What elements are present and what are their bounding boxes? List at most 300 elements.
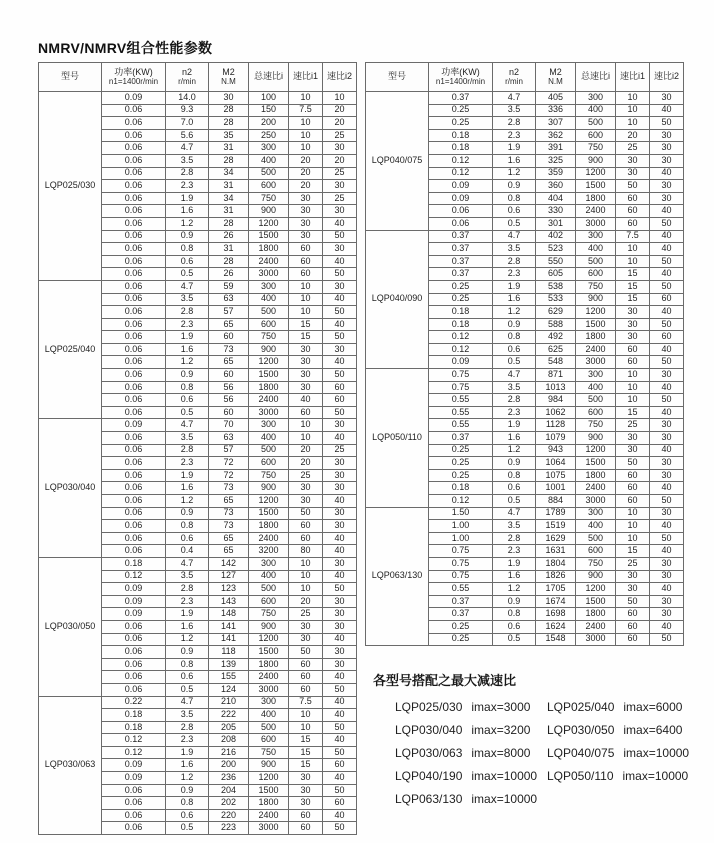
value-cell: 10 [616, 369, 650, 382]
value-cell: 1500 [249, 230, 289, 243]
value-cell: 30 [616, 444, 650, 457]
column-header: 速比i2 [323, 63, 357, 92]
value-cell: 0.06 [102, 545, 166, 558]
imax-item [547, 769, 689, 783]
value-cell: 30 [650, 469, 684, 482]
value-cell: 1.6 [493, 432, 536, 445]
value-cell: 0.75 [429, 545, 493, 558]
value-cell: 300 [576, 507, 616, 520]
imax-item [395, 769, 547, 783]
value-cell: 1519 [536, 520, 576, 533]
value-cell: 10 [289, 709, 323, 722]
value-cell: 4.7 [166, 557, 209, 570]
value-cell: 2400 [249, 394, 289, 407]
table-row [366, 507, 684, 520]
value-cell: 34 [209, 167, 249, 180]
value-cell: 56 [209, 381, 249, 394]
value-cell: 0.9 [166, 369, 209, 382]
value-cell: 26 [209, 268, 249, 281]
value-cell: 600 [576, 545, 616, 558]
value-cell: 0.8 [166, 243, 209, 256]
value-cell: 500 [249, 583, 289, 596]
value-cell: 40 [650, 205, 684, 218]
value-cell: 60 [209, 406, 249, 419]
value-cell: 73 [209, 482, 249, 495]
imax-item [395, 746, 547, 760]
value-cell: 1.9 [166, 746, 209, 759]
value-cell: 0.8 [166, 658, 209, 671]
value-cell: 0.37 [429, 608, 493, 621]
value-cell: 20 [289, 457, 323, 470]
imax-item-value: imax=3200 [471, 723, 531, 738]
value-cell: 1800 [249, 243, 289, 256]
value-cell: 30 [323, 608, 357, 621]
value-cell: 40 [650, 167, 684, 180]
value-cell: 3.5 [166, 432, 209, 445]
value-cell: 362 [536, 129, 576, 142]
value-cell: 0.37 [429, 92, 493, 105]
value-cell: 4.7 [166, 142, 209, 155]
value-cell: 15 [616, 293, 650, 306]
value-cell: 220 [209, 809, 249, 822]
value-cell: 10 [616, 92, 650, 105]
value-cell: 202 [209, 797, 249, 810]
value-cell: 60 [616, 620, 650, 633]
value-cell: 3.5 [166, 154, 209, 167]
value-cell: 391 [536, 142, 576, 155]
value-cell: 0.25 [429, 104, 493, 117]
value-cell: 1800 [576, 331, 616, 344]
value-cell: 300 [576, 369, 616, 382]
value-cell: 0.5 [166, 268, 209, 281]
value-cell: 50 [323, 746, 357, 759]
value-cell: 1200 [576, 444, 616, 457]
column-header: 型号 [366, 63, 429, 92]
value-cell: 40 [650, 482, 684, 495]
value-cell: 750 [249, 331, 289, 344]
value-cell: 2.8 [166, 167, 209, 180]
value-cell: 40 [289, 394, 323, 407]
value-cell: 1.2 [166, 217, 209, 230]
value-cell: 60 [616, 633, 650, 646]
value-cell: 900 [249, 482, 289, 495]
value-cell: 0.06 [102, 809, 166, 822]
value-cell: 538 [536, 280, 576, 293]
value-cell: 0.18 [429, 142, 493, 155]
value-cell: 25 [616, 557, 650, 570]
value-cell: 1013 [536, 381, 576, 394]
value-cell: 500 [576, 255, 616, 268]
value-cell: 0.06 [102, 406, 166, 419]
value-cell: 0.06 [102, 180, 166, 193]
value-cell: 7.5 [289, 104, 323, 117]
value-cell: 50 [323, 406, 357, 419]
value-cell: 1.2 [493, 167, 536, 180]
value-cell: 30 [323, 646, 357, 659]
value-cell: 588 [536, 318, 576, 331]
value-cell: 30 [323, 280, 357, 293]
value-cell: 30 [289, 772, 323, 785]
value-cell: 0.12 [429, 343, 493, 356]
value-cell: 600 [576, 268, 616, 281]
value-cell: 73 [209, 343, 249, 356]
value-cell: 4.7 [493, 92, 536, 105]
value-cell: 0.12 [102, 746, 166, 759]
value-cell: 1.9 [166, 469, 209, 482]
value-cell: 40 [323, 495, 357, 508]
value-cell: 28 [209, 154, 249, 167]
value-cell: 40 [650, 230, 684, 243]
value-cell: 31 [209, 243, 249, 256]
value-cell: 2400 [249, 809, 289, 822]
value-cell: 60 [616, 343, 650, 356]
value-cell: 0.12 [429, 331, 493, 344]
value-cell: 0.06 [102, 507, 166, 520]
value-cell: 15 [289, 318, 323, 331]
value-cell: 40 [650, 583, 684, 596]
model-cell: LQP030/040 [39, 419, 102, 558]
value-cell: 400 [576, 243, 616, 256]
value-cell: 3.5 [166, 709, 209, 722]
column-header: 功率(KW) n1=1400r/min [102, 63, 166, 92]
value-cell: 0.06 [102, 633, 166, 646]
value-cell: 30 [323, 243, 357, 256]
value-cell: 0.12 [102, 570, 166, 583]
value-cell: 2.3 [493, 406, 536, 419]
value-cell: 1128 [536, 419, 576, 432]
value-cell: 200 [249, 117, 289, 130]
value-cell: 50 [323, 306, 357, 319]
value-cell: 15 [289, 746, 323, 759]
value-cell: 2400 [249, 532, 289, 545]
imax-item [395, 700, 547, 714]
value-cell: 2.8 [166, 721, 209, 734]
value-cell: 40 [323, 671, 357, 684]
value-cell: 300 [249, 696, 289, 709]
value-cell: 60 [289, 268, 323, 281]
value-cell: 500 [576, 394, 616, 407]
value-cell: 500 [249, 167, 289, 180]
value-cell: 0.06 [102, 243, 166, 256]
value-cell: 65 [209, 318, 249, 331]
value-cell: 1674 [536, 595, 576, 608]
column-header: 总速比i [576, 63, 616, 92]
value-cell: 1.9 [493, 557, 536, 570]
imax-item-value: imax=10000 [622, 769, 689, 784]
value-cell: 0.06 [102, 255, 166, 268]
value-cell: 750 [249, 746, 289, 759]
value-cell: 28 [209, 255, 249, 268]
column-header: 型号 [39, 63, 102, 92]
value-cell: 25 [289, 469, 323, 482]
value-cell: 2.3 [493, 268, 536, 281]
value-cell: 0.5 [166, 406, 209, 419]
value-cell: 0.37 [429, 230, 493, 243]
value-cell: 3000 [576, 217, 616, 230]
value-cell: 0.9 [166, 507, 209, 520]
value-cell: 50 [650, 117, 684, 130]
value-cell: 1500 [576, 180, 616, 193]
value-cell: 0.09 [102, 583, 166, 596]
value-cell: 0.8 [166, 381, 209, 394]
value-cell: 1.9 [166, 192, 209, 205]
value-cell: 2.8 [166, 444, 209, 457]
value-cell: 405 [536, 92, 576, 105]
value-cell: 40 [323, 570, 357, 583]
value-cell: 0.25 [429, 457, 493, 470]
value-cell: 60 [289, 683, 323, 696]
column-header: n2 r/min [166, 63, 209, 92]
value-cell: 0.75 [429, 381, 493, 394]
value-cell: 0.06 [102, 482, 166, 495]
value-cell: 50 [323, 822, 357, 835]
value-cell: 30 [289, 205, 323, 218]
value-cell: 0.25 [429, 444, 493, 457]
value-cell: 35 [209, 129, 249, 142]
value-cell: 15 [616, 268, 650, 281]
value-cell: 60 [323, 797, 357, 810]
imax-item-value: imax=3000 [471, 700, 531, 715]
value-cell: 15 [289, 331, 323, 344]
value-cell: 750 [249, 192, 289, 205]
value-cell: 30 [650, 180, 684, 193]
value-cell: 30 [616, 583, 650, 596]
value-cell: 871 [536, 369, 576, 382]
value-cell: 10 [289, 419, 323, 432]
value-cell: 31 [209, 180, 249, 193]
value-cell: 7.5 [289, 696, 323, 709]
value-cell: 30 [650, 507, 684, 520]
value-cell: 1800 [249, 797, 289, 810]
value-cell: 40 [323, 696, 357, 709]
value-cell: 73 [209, 507, 249, 520]
value-cell: 50 [650, 532, 684, 545]
value-cell: 0.06 [102, 117, 166, 130]
value-cell: 359 [536, 167, 576, 180]
value-cell: 300 [249, 280, 289, 293]
value-cell: 600 [576, 129, 616, 142]
model-cell: LQP040/075 [366, 92, 429, 231]
value-cell: 336 [536, 104, 576, 117]
value-cell: 10 [616, 255, 650, 268]
value-cell: 0.06 [102, 129, 166, 142]
value-cell: 1200 [249, 495, 289, 508]
value-cell: 600 [249, 734, 289, 747]
value-cell: 400 [576, 520, 616, 533]
value-cell: 360 [536, 180, 576, 193]
value-cell: 2.3 [166, 595, 209, 608]
imax-item [547, 700, 689, 714]
value-cell: 25 [616, 142, 650, 155]
model-cell: LQP030/063 [39, 696, 102, 835]
value-cell: 60 [289, 809, 323, 822]
value-cell: 3.5 [493, 381, 536, 394]
table-row [366, 230, 684, 243]
value-cell: 40 [650, 306, 684, 319]
value-cell: 900 [576, 154, 616, 167]
value-cell: 10 [323, 92, 357, 105]
value-cell: 2.3 [493, 545, 536, 558]
value-cell: 1500 [249, 507, 289, 520]
value-cell: 0.12 [429, 167, 493, 180]
value-cell: 57 [209, 306, 249, 319]
value-cell: 0.09 [102, 92, 166, 105]
value-cell: 0.25 [429, 469, 493, 482]
value-cell: 60 [289, 255, 323, 268]
value-cell: 60 [616, 482, 650, 495]
value-cell: 1500 [576, 595, 616, 608]
value-cell: 40 [650, 545, 684, 558]
value-cell: 0.06 [102, 318, 166, 331]
value-cell: 25 [323, 192, 357, 205]
value-cell: 400 [576, 381, 616, 394]
value-cell: 73 [209, 520, 249, 533]
value-cell: 400 [249, 154, 289, 167]
value-cell: 0.06 [102, 444, 166, 457]
value-cell: 2.8 [493, 255, 536, 268]
value-cell: 0.06 [102, 142, 166, 155]
value-cell: 325 [536, 154, 576, 167]
value-cell: 2400 [576, 482, 616, 495]
value-cell: 25 [323, 444, 357, 457]
value-cell: 0.09 [102, 419, 166, 432]
value-cell: 0.37 [429, 255, 493, 268]
value-cell: 50 [650, 217, 684, 230]
value-cell: 0.18 [429, 482, 493, 495]
value-cell: 750 [576, 419, 616, 432]
value-cell: 50 [616, 180, 650, 193]
table-row [39, 557, 357, 570]
value-cell: 123 [209, 583, 249, 596]
value-cell: 25 [289, 608, 323, 621]
value-cell: 0.06 [102, 217, 166, 230]
value-cell: 0.75 [429, 570, 493, 583]
column-header: M2 N.M [536, 63, 576, 92]
value-cell: 2.3 [166, 318, 209, 331]
table-row [366, 92, 684, 105]
value-cell: 30 [289, 217, 323, 230]
value-cell: 0.06 [102, 797, 166, 810]
value-cell: 28 [209, 217, 249, 230]
value-cell: 404 [536, 192, 576, 205]
value-cell: 40 [323, 734, 357, 747]
value-cell: 30 [323, 482, 357, 495]
imax-section-title: 各型号搭配之最大减速比 [373, 673, 517, 689]
value-cell: 4.7 [493, 507, 536, 520]
value-cell: 40 [323, 318, 357, 331]
page-title: NMRV/NMRV组合性能参数 [38, 40, 213, 56]
value-cell: 0.06 [102, 293, 166, 306]
value-cell: 56 [209, 394, 249, 407]
value-cell: 30 [289, 381, 323, 394]
value-cell: 3000 [576, 495, 616, 508]
value-cell: 30 [650, 369, 684, 382]
value-cell: 10 [616, 520, 650, 533]
value-cell: 4.7 [166, 419, 209, 432]
column-header: 总速比i [249, 63, 289, 92]
value-cell: 72 [209, 469, 249, 482]
value-cell: 2.3 [166, 457, 209, 470]
value-cell: 1079 [536, 432, 576, 445]
imax-item [395, 723, 547, 737]
value-cell: 30 [323, 457, 357, 470]
value-cell: 3.5 [493, 104, 536, 117]
value-cell: 0.5 [493, 633, 536, 646]
value-cell: 10 [289, 293, 323, 306]
value-cell: 60 [289, 243, 323, 256]
value-cell: 0.06 [102, 381, 166, 394]
value-cell: 50 [650, 394, 684, 407]
value-cell: 0.22 [102, 696, 166, 709]
value-cell: 2.8 [493, 394, 536, 407]
value-cell: 0.5 [493, 217, 536, 230]
value-cell: 3000 [576, 356, 616, 369]
value-cell: 0.09 [429, 180, 493, 193]
value-cell: 600 [249, 180, 289, 193]
value-cell: 30 [650, 192, 684, 205]
value-cell: 1.6 [166, 343, 209, 356]
value-cell: 40 [323, 293, 357, 306]
value-cell: 1698 [536, 608, 576, 621]
value-cell: 40 [323, 255, 357, 268]
value-cell: 1.6 [166, 759, 209, 772]
value-cell: 124 [209, 683, 249, 696]
value-cell: 150 [249, 104, 289, 117]
model-cell: LQP030/050 [39, 557, 102, 696]
value-cell: 1.50 [429, 507, 493, 520]
value-cell: 31 [209, 205, 249, 218]
value-cell: 0.06 [102, 822, 166, 835]
value-cell: 1548 [536, 633, 576, 646]
value-cell: 30 [650, 432, 684, 445]
value-cell: 20 [323, 117, 357, 130]
value-cell: 1500 [249, 369, 289, 382]
value-cell: 0.09 [429, 192, 493, 205]
value-cell: 208 [209, 734, 249, 747]
value-cell: 40 [323, 709, 357, 722]
value-cell: 1.9 [166, 331, 209, 344]
value-cell: 884 [536, 495, 576, 508]
value-cell: 0.5 [493, 495, 536, 508]
value-cell: 0.06 [102, 343, 166, 356]
value-cell: 59 [209, 280, 249, 293]
model-cell: LQP025/030 [39, 92, 102, 281]
model-cell: LQP040/090 [366, 230, 429, 369]
value-cell: 50 [650, 633, 684, 646]
value-cell: 1064 [536, 457, 576, 470]
value-cell: 1200 [249, 217, 289, 230]
value-cell: 25 [323, 167, 357, 180]
value-cell: 0.06 [102, 620, 166, 633]
value-cell: 0.37 [429, 595, 493, 608]
value-cell: 400 [249, 432, 289, 445]
value-cell: 1.2 [493, 306, 536, 319]
value-cell: 40 [323, 772, 357, 785]
value-cell: 550 [536, 255, 576, 268]
value-cell: 60 [323, 381, 357, 394]
value-cell: 65 [209, 532, 249, 545]
value-cell: 533 [536, 293, 576, 306]
value-cell: 40 [323, 356, 357, 369]
value-cell: 30 [650, 92, 684, 105]
value-cell: 30 [616, 331, 650, 344]
value-cell: 40 [323, 532, 357, 545]
value-cell: 60 [209, 369, 249, 382]
value-cell: 50 [323, 230, 357, 243]
value-cell: 60 [616, 192, 650, 205]
imax-section [365, 670, 690, 807]
value-cell: 0.8 [166, 797, 209, 810]
